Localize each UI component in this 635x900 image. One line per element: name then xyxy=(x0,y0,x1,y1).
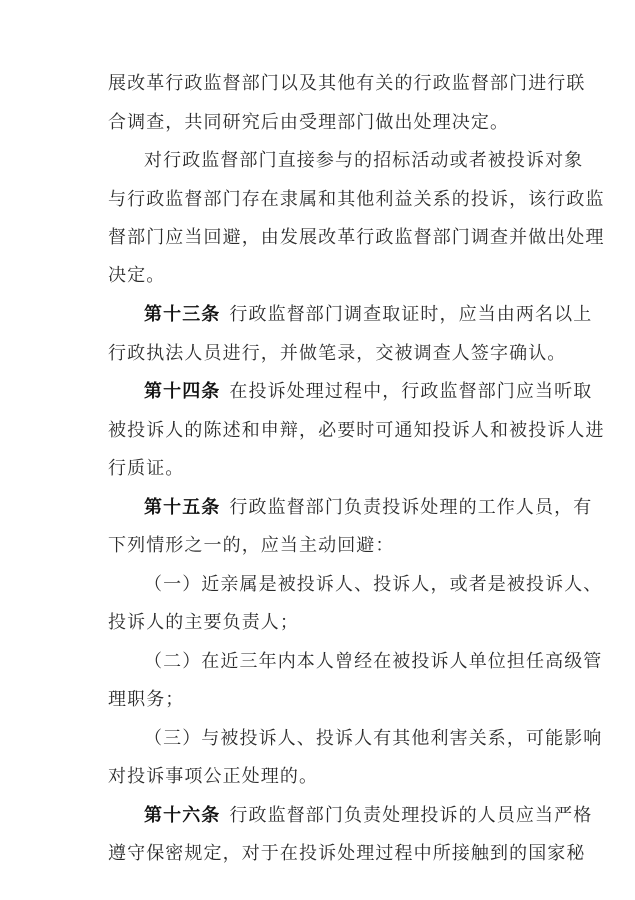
text-line xyxy=(108,420,605,442)
line-text: 行政监督部门调查取证时，应当由两名以上 xyxy=(229,304,593,325)
article-number: 第十三条 xyxy=(144,304,221,325)
paragraph-start-line xyxy=(144,150,584,172)
line-text: 下列情形之一的，应当主动回避： xyxy=(108,535,395,556)
text-line xyxy=(108,73,586,95)
line-text: 行政监督部门负责投诉处理的工作人员，有 xyxy=(229,497,593,518)
line-text: 行政执法人员进行，并做笔录，交被调查人签字确认。 xyxy=(108,343,567,364)
line-text: 被投诉人的陈述和申辩，必要时可通知投诉人和被投诉人进 xyxy=(108,420,605,441)
text-line xyxy=(108,265,548,287)
list-item-line xyxy=(144,574,603,596)
list-item-line xyxy=(144,651,603,673)
line-text: 对投诉事项公正处理的。 xyxy=(108,766,319,787)
text-line xyxy=(108,112,548,134)
article-15-line xyxy=(144,497,593,519)
line-text: （三）与被投诉人、投诉人有其他利害关系，可能影响 xyxy=(144,728,603,749)
article-number: 第十四条 xyxy=(144,381,221,402)
line-text: 行政监督部门负责处理投诉的人员应当严格 xyxy=(229,805,593,826)
article-number: 第十五条 xyxy=(144,497,221,518)
line-text: 行质证。 xyxy=(108,458,185,479)
line-text: 合调查，共同研究后由受理部门做出处理决定。 xyxy=(108,112,510,133)
text-line xyxy=(108,612,548,634)
text-line xyxy=(108,535,548,557)
text-line xyxy=(108,766,548,788)
text-line xyxy=(108,843,586,865)
line-text: 遵守保密规定，对于在投诉处理过程中所接触到的国家秘 xyxy=(108,843,586,864)
text-line xyxy=(108,689,548,711)
line-text: （二）在近三年内本人曾经在被投诉人单位担任高级管 xyxy=(144,651,603,672)
line-text: 对行政监督部门直接参与的招标活动或者被投诉对象 xyxy=(144,150,584,171)
article-14-line xyxy=(144,381,593,403)
text-line xyxy=(108,227,605,249)
article-13-line xyxy=(144,304,593,326)
line-text: 决定。 xyxy=(108,265,166,286)
article-16-line xyxy=(144,805,593,827)
line-text: 与行政监督部门存在隶属和其他利益关系的投诉，该行政监 xyxy=(108,189,605,210)
list-item-line xyxy=(144,728,603,750)
text-line xyxy=(108,458,548,480)
article-number: 第十六条 xyxy=(144,805,221,826)
line-text: （一）近亲属是被投诉人、投诉人，或者是被投诉人、 xyxy=(144,574,603,595)
text-line xyxy=(108,343,567,365)
line-text: 投诉人的主要负责人； xyxy=(108,612,299,633)
line-text: 展改革行政监督部门以及其他有关的行政监督部门进行联 xyxy=(108,73,586,94)
line-text: 理职务； xyxy=(108,689,185,710)
line-text: 督部门应当回避，由发展改革行政监督部门调查并做出处理 xyxy=(108,227,605,248)
line-text: 在投诉处理过程中，行政监督部门应当听取 xyxy=(229,381,593,402)
text-line xyxy=(108,189,605,211)
